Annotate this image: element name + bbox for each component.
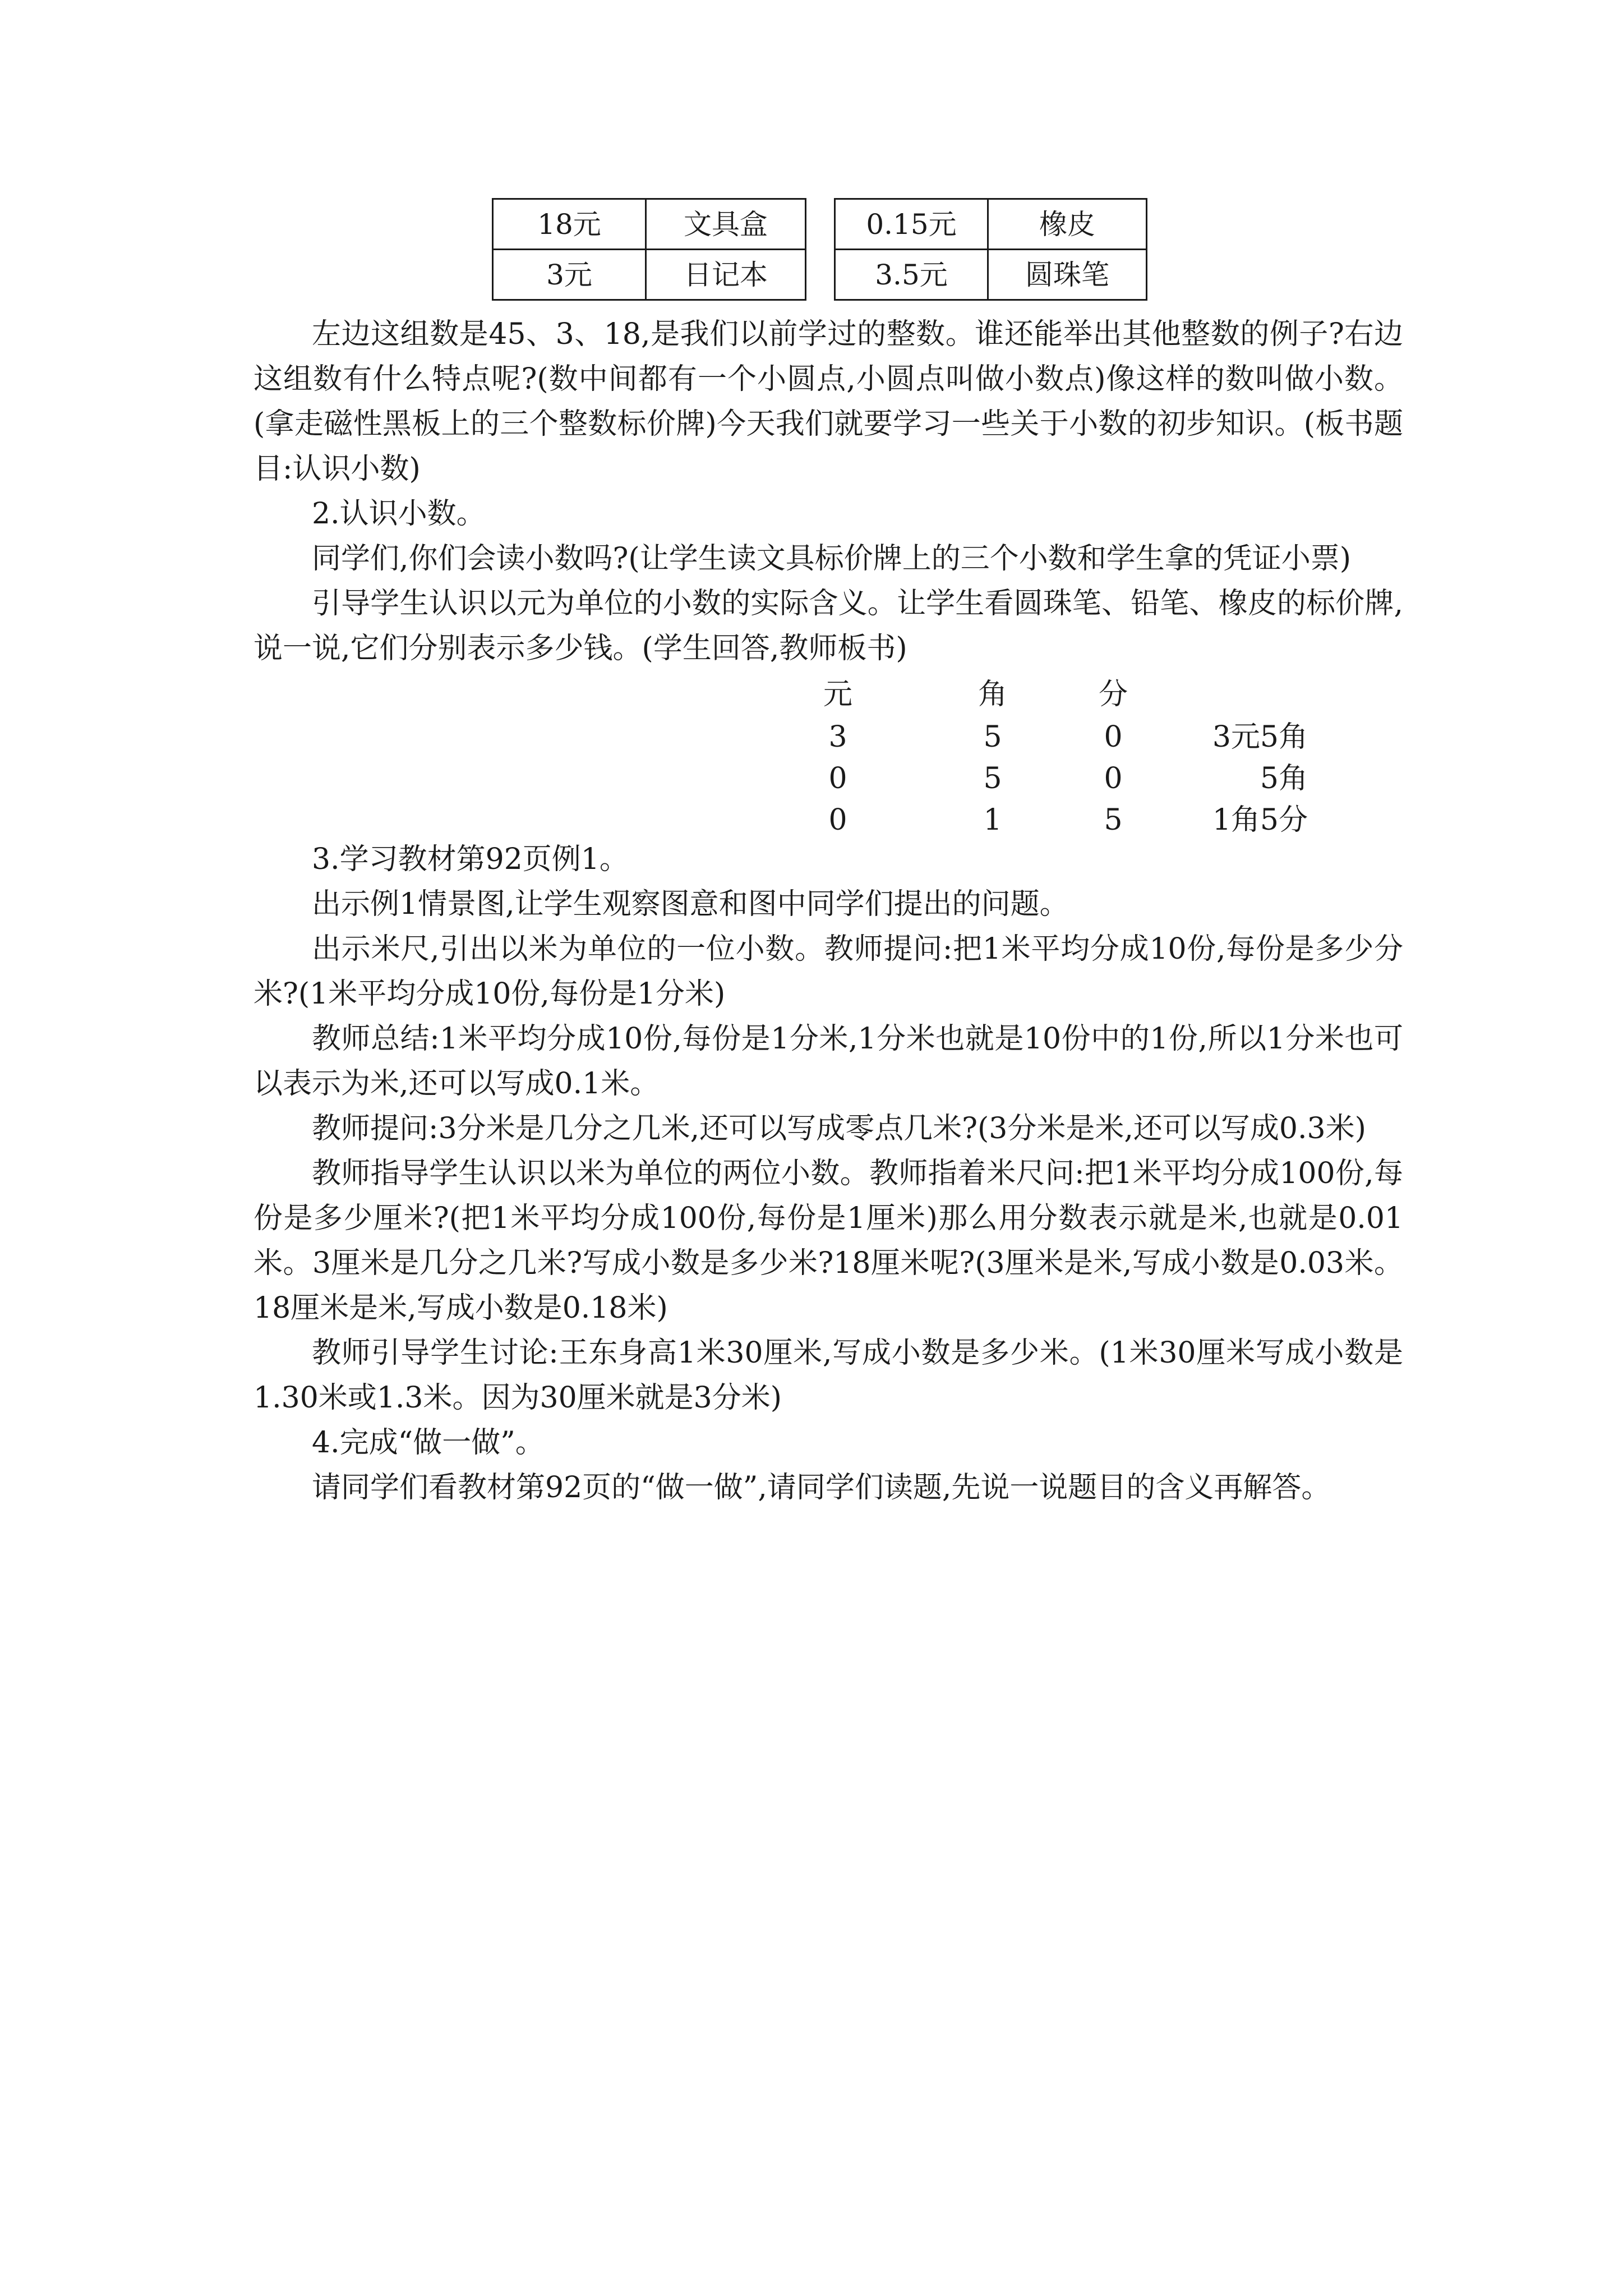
table-row [835,250,1147,300]
grid-row-label: 5角 [1260,762,1308,795]
paragraph: 教师指导学生认识以米为单位的两位小数。教师指着米尺问:把1米平均分成100份,每份是多少厘米?(把1米平均分成100份,每份是1厘米)那么用分数表示就是米,也就是0.01米。3厘米是几分之几米?写成小数是多少米?18厘米呢?(3厘米是米,写成小数是0.03米。18厘米是米,写成小数是0.18米) [253,1157,1403,1325]
grid-cell: 5 [1104,803,1123,837]
grid-cell: 0 [828,803,847,837]
grid-header-row [253,672,1403,714]
price-table-left [492,198,806,301]
paragraph: 教师引导学生讨论:王东身高1米30厘米,写成小数是多少米。(1米30厘米写成小数是1.30米或1.3米。因为30厘米就是3分米) [253,1336,1403,1415]
paragraph: 同学们,你们会读小数吗?(让学生读文具标价牌上的三个小数和学生拿的凭证小票) [312,542,1351,576]
table-cell: 圆珠笔 [988,250,1147,300]
grid-header-fen: 分 [1098,678,1128,711]
table-cell: 3.5元 [835,250,988,300]
paragraph: 教师总结:1米平均分成10份,每份是1分米,1分米也就是10份中的1份,所以1分米也可以表示为米,还可以写成0.1米。 [253,1022,1403,1101]
grid-row [253,756,1403,798]
grid-header-yuan: 元 [823,678,852,711]
paragraph: 教师提问:3分米是几分之几米,还可以写成零点几米?(3分米是米,还可以写成0.3米) [312,1112,1366,1145]
table-cell: 文具盒 [646,199,806,250]
table-row [493,250,806,300]
paragraph: 请同学们看教材第92页的“做一做”,请同学们读题,先说一说题目的含义再解答。 [312,1471,1331,1504]
table-row [493,199,806,250]
grid-cell: 0 [1104,720,1123,754]
grid-row [253,715,1403,756]
section-heading: 4.完成“做一做”。 [312,1426,545,1460]
table-cell: 橡皮 [988,199,1147,250]
grid-cell: 3 [828,720,847,754]
paragraph: 出示米尺,引出以米为单位的一位小数。教师提问:把1米平均分成10份,每份是多少分米?(1米平均分成10份,每份是1分米) [253,932,1403,1011]
lesson-body [253,312,1403,1510]
table-cell: 日记本 [646,250,806,300]
section-heading: 2.认识小数。 [312,497,486,531]
grid-cell: 0 [1104,762,1123,795]
paragraph: 左边这组数是45、3、18,是我们以前学过的整数。谁还能举出其他整数的例子?右边这组数有什么特点呢?(数中间都有一个小圆点,小圆点叫做小数点)像这样的数叫做小数。(拿走磁性黑板上的三个整数标价牌)今天我们就要学习一些关于小数的初步知识。(板书题目:认识小数) [253,318,1403,486]
table-cell: 18元 [493,199,646,250]
paragraph: 引导学生认识以元为单位的小数的实际含义。让学生看圆珠笔、铅笔、橡皮的标价牌,说一说,它们分别表示多少钱。(学生回答,教师板书) [253,587,1403,665]
price-table-right [834,198,1147,301]
grid-row-label: 1角5分 [1212,803,1308,837]
money-unit-grid [253,671,1403,837]
grid-row [253,798,1403,839]
grid-cell: 1 [983,803,1002,837]
table-row [835,199,1147,250]
grid-cell: 5 [983,762,1002,795]
table-cell: 3元 [493,250,646,300]
grid-row-label: 3元5角 [1212,720,1308,754]
paragraph: 出示例1情景图,让学生观察图意和图中同学们提出的问题。 [312,887,1069,921]
grid-cell: 0 [828,762,847,795]
grid-cell: 5 [983,720,1002,754]
table-cell: 0.15元 [835,199,988,250]
grid-header-jiao: 角 [978,678,1007,711]
section-heading: 3.学习教材第92页例1。 [312,843,629,876]
